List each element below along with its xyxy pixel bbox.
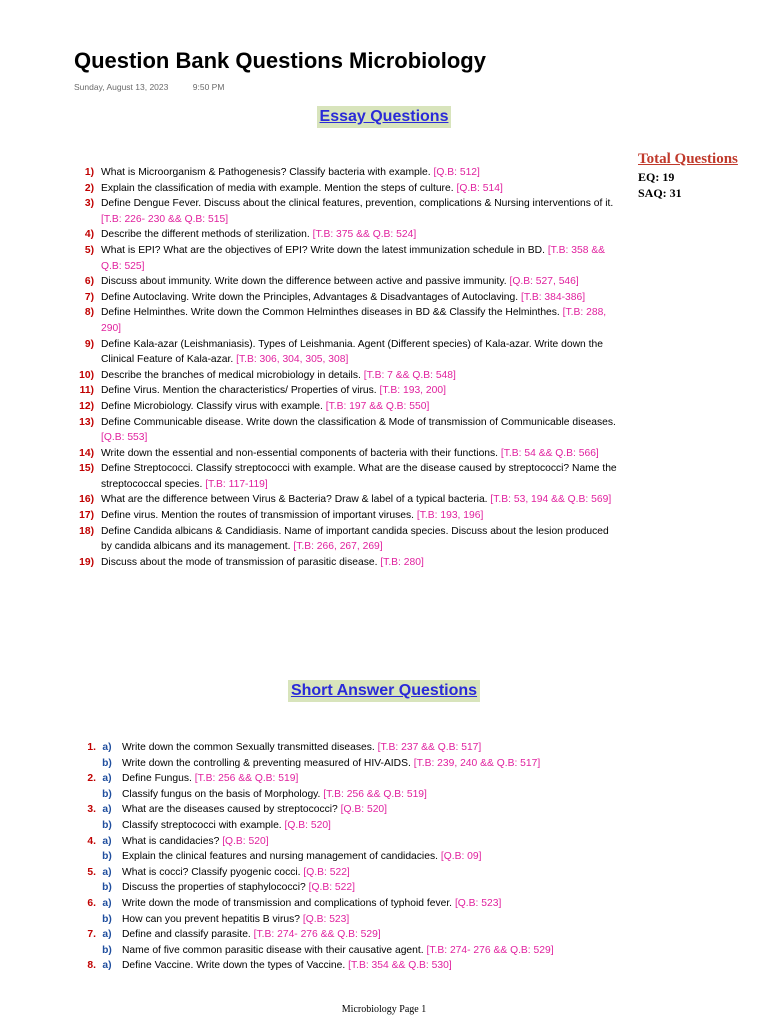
essay-question-reference: [Q.B: 527, 546] bbox=[509, 276, 579, 288]
saq-subquestion-letter: a) bbox=[102, 897, 112, 909]
saq-question-item bbox=[74, 771, 634, 802]
saq-question-number: 1. bbox=[87, 742, 96, 753]
essay-question-number: 12) bbox=[79, 400, 94, 412]
saq-question-number bbox=[74, 818, 96, 834]
saq-subquestion-body bbox=[122, 787, 427, 803]
saq-subquestion-body bbox=[122, 912, 349, 928]
essay-question-number: 6) bbox=[84, 276, 94, 288]
essay-question-number: 7) bbox=[84, 291, 94, 303]
saq-subquestion-body bbox=[122, 818, 331, 834]
essay-question-text: Define Virus. Mention the characteristics/ Properties of virus. bbox=[101, 385, 377, 397]
essay-question-item bbox=[74, 399, 622, 415]
saq-subquestion-letter: b) bbox=[102, 944, 112, 956]
saq-subquestion-text: Discuss the properties of staphylococci? bbox=[122, 882, 306, 894]
essay-question-item bbox=[74, 181, 622, 197]
saq-subquestion-body bbox=[122, 849, 481, 865]
saq-subquestion-reference: [T.B: 237 && Q.B: 517] bbox=[377, 742, 482, 753]
essay-question-text: Write down the essential and non-essential components of bacteria with their functions. bbox=[101, 447, 499, 459]
saq-subquestion-reference: [Q.B: 522] bbox=[308, 882, 355, 894]
saq-question-item bbox=[74, 958, 634, 974]
saq-subquestion-text: Define Vaccine. Write down the types of Vaccine. bbox=[122, 960, 346, 972]
essay-question-reference: [Q.B: 514] bbox=[456, 182, 503, 194]
saq-subquestion bbox=[74, 943, 634, 959]
essay-question-body bbox=[101, 368, 622, 384]
saq-heading-text: Short Answer Questions bbox=[288, 680, 480, 702]
saq-subquestion bbox=[74, 834, 634, 850]
saq-subquestion-reference: [Q.B: 520] bbox=[222, 835, 269, 847]
essay-question-number: 18) bbox=[79, 525, 94, 537]
page-datetime bbox=[74, 82, 224, 92]
essay-heading-text: Essay Questions bbox=[317, 106, 452, 128]
essay-question-number: 17) bbox=[79, 510, 94, 522]
essay-question-item bbox=[74, 524, 622, 555]
essay-question-body bbox=[101, 181, 622, 197]
essay-question-reference: [T.B: 375 && Q.B: 524] bbox=[312, 229, 417, 241]
saq-question-number bbox=[74, 787, 96, 803]
saq-question-number: 7. bbox=[87, 929, 96, 941]
essay-question-item bbox=[74, 415, 622, 446]
essay-question-reference: [T.B: 7 && Q.B: 548] bbox=[363, 369, 456, 381]
essay-question-item bbox=[74, 368, 622, 384]
essay-question-text: Explain the classification of media with example. Mention the steps of culture. bbox=[101, 182, 454, 194]
saq-subquestion-text: Explain the clinical features and nursing management of candidacies. bbox=[122, 851, 438, 863]
essay-question-text: Define Candida albicans & Candidiasis. Name of important candida species. Discuss about the lesion produced by candida albicans and its management. bbox=[101, 525, 609, 553]
saq-subquestion-body bbox=[122, 771, 298, 787]
essay-question-item bbox=[74, 461, 622, 492]
page-footer: Microbiology Page 1 bbox=[341, 1004, 427, 1015]
saq-subquestion-body bbox=[122, 740, 481, 756]
saq-question-number bbox=[74, 880, 96, 896]
saq-question-number: 8. bbox=[87, 960, 96, 972]
essay-question-number: 1) bbox=[84, 167, 94, 178]
essay-question-number: 14) bbox=[79, 447, 94, 459]
essay-question-text: Define Autoclaving. Write down the Principles, Advantages & Disadvantages of Autoclaving. bbox=[101, 291, 519, 303]
essay-question-item bbox=[74, 508, 622, 524]
essay-question-item bbox=[74, 196, 622, 227]
essay-question-number: 19) bbox=[79, 556, 94, 568]
saq-subquestion-letter: b) bbox=[102, 757, 112, 769]
saq-subquestion-reference: [Q.B: 522] bbox=[303, 866, 350, 878]
saq-subquestion-text: Define and classify parasite. bbox=[122, 929, 251, 941]
saq-subquestion-body bbox=[122, 865, 350, 881]
essay-question-number: 11) bbox=[79, 385, 94, 397]
saq-subquestion-reference: [T.B: 274- 276 && Q.B: 529] bbox=[426, 944, 554, 956]
saq-question-item bbox=[74, 740, 634, 771]
totals-heading: Total Questions bbox=[638, 151, 738, 167]
totals-saq: SAQ: 31 bbox=[638, 186, 682, 200]
saq-subquestion-reference: [Q.B: 520] bbox=[284, 819, 331, 831]
saq-question-item bbox=[74, 802, 634, 833]
saq-question-item bbox=[74, 865, 634, 896]
essay-question-text: Define Helminthes. Write down the Common Helminthes diseases in BD && Classify the Helminthes. bbox=[101, 307, 560, 319]
saq-subquestion-reference: [Q.B: 523] bbox=[302, 913, 350, 925]
saq-subquestion-letter: a) bbox=[102, 960, 112, 972]
essay-question-body bbox=[101, 165, 622, 181]
essay-question-body bbox=[101, 243, 622, 274]
essay-question-text: Define Kala-azar (Leishmaniasis). Types of Leishmania. Agent (Different species) of Kala-azar. Write down the Clinical Feature of Kala-azar. bbox=[101, 338, 603, 366]
saq-subquestion bbox=[74, 756, 634, 772]
essay-question-body bbox=[101, 227, 622, 243]
essay-question-text: What are the difference between Virus & Bacteria? Draw & label of a typical bacteria. bbox=[101, 494, 488, 506]
saq-subquestion-body bbox=[122, 927, 381, 943]
essay-question-number: 13) bbox=[79, 416, 94, 428]
essay-question-item bbox=[74, 337, 622, 368]
saq-subquestion-text: What is candidacies? bbox=[122, 835, 220, 847]
essay-question-reference: [T.B: 193, 200] bbox=[379, 385, 446, 397]
saq-question-number: 4. bbox=[87, 835, 96, 847]
saq-subquestion-reference: [Q.B: 523] bbox=[454, 897, 502, 909]
saq-subquestion-letter: a) bbox=[102, 866, 112, 878]
saq-subquestion-text: Define Fungus. bbox=[122, 773, 192, 785]
essay-question-item bbox=[74, 383, 622, 399]
essay-question-item bbox=[74, 492, 622, 508]
essay-question-body bbox=[101, 290, 622, 306]
saq-subquestion bbox=[74, 896, 634, 912]
essay-question-body bbox=[101, 492, 622, 508]
essay-question-item bbox=[74, 290, 622, 306]
saq-question-item bbox=[74, 927, 634, 958]
essay-question-number: 4) bbox=[84, 229, 94, 241]
saq-subquestion-letter: b) bbox=[102, 819, 112, 831]
saq-subquestion bbox=[74, 865, 634, 881]
saq-subquestion-text: What are the diseases caused by streptococci? bbox=[122, 804, 338, 816]
essay-question-item bbox=[74, 243, 622, 274]
essay-question-reference: [T.B: 54 && Q.B: 566] bbox=[500, 447, 599, 459]
saq-subquestion-letter: a) bbox=[102, 835, 112, 847]
saq-subquestion-text: Write down the mode of transmission and complications of typhoid fever. bbox=[122, 897, 453, 909]
essay-question-number: 3) bbox=[84, 198, 94, 210]
saq-question-item bbox=[74, 834, 634, 865]
essay-question-body bbox=[101, 399, 622, 415]
essay-question-body bbox=[101, 274, 622, 290]
essay-question-item bbox=[74, 165, 622, 181]
essay-question-text: Describe the different methods of sterilization. bbox=[101, 229, 310, 241]
essay-question-item bbox=[74, 555, 622, 571]
saq-subquestion-body bbox=[122, 802, 387, 818]
saq-question-number bbox=[74, 756, 96, 772]
saq-subquestion-reference: [Q.B: 09] bbox=[440, 851, 482, 863]
essay-section-heading bbox=[0, 106, 768, 128]
totals-eq: EQ: 19 bbox=[638, 170, 675, 184]
saq-subquestion bbox=[74, 740, 634, 756]
saq-subquestion-letter: a) bbox=[102, 773, 112, 785]
saq-subquestion-text: Classify streptococci with example. bbox=[122, 819, 282, 831]
essay-question-list bbox=[74, 165, 622, 570]
saq-subquestion bbox=[74, 802, 634, 818]
essay-question-body bbox=[101, 446, 622, 462]
saq-subquestion bbox=[74, 787, 634, 803]
saq-subquestion bbox=[74, 927, 634, 943]
saq-subquestion-reference: [Q.B: 520] bbox=[340, 804, 388, 816]
essay-question-number: 10) bbox=[79, 369, 94, 381]
essay-question-text: Discuss about immunity. Write down the difference between active and passive immunity. bbox=[101, 276, 507, 288]
saq-subquestion-body bbox=[122, 896, 501, 912]
saq-subquestion-body bbox=[122, 880, 355, 896]
essay-question-item bbox=[74, 446, 622, 462]
essay-question-body bbox=[101, 524, 622, 555]
saq-section-heading bbox=[0, 680, 768, 702]
saq-subquestion bbox=[74, 771, 634, 787]
saq-subquestion bbox=[74, 912, 634, 928]
saq-question-list bbox=[74, 740, 634, 974]
essay-question-text: What is EPI? What are the objectives of EPI? Write down the latest immunization schedule in BD. bbox=[101, 244, 545, 256]
essay-question-number: 9) bbox=[84, 338, 94, 350]
essay-question-reference: [T.B: 117-119] bbox=[205, 478, 268, 490]
essay-question-body bbox=[101, 461, 622, 492]
saq-subquestion-letter: a) bbox=[102, 804, 112, 816]
saq-subquestion bbox=[74, 818, 634, 834]
saq-subquestion-letter: b) bbox=[102, 913, 112, 925]
essay-question-text: Define Dengue Fever. Discuss about the clinical features, prevention, complications & Nursing interventions of it. bbox=[101, 198, 614, 210]
saq-question-item bbox=[74, 896, 634, 927]
saq-subquestion-text: Write down the controlling & preventing measured of HIV-AIDS. bbox=[122, 757, 411, 769]
essay-question-number: 5) bbox=[84, 244, 94, 256]
essay-question-body bbox=[101, 415, 622, 446]
saq-subquestion-text: How can you prevent hepatitis B virus? bbox=[122, 913, 300, 925]
saq-subquestion-letter: a) bbox=[102, 742, 112, 753]
essay-question-number: 15) bbox=[79, 463, 94, 475]
essay-question-reference: [T.B: 53, 194 && Q.B: 569] bbox=[490, 494, 612, 506]
totals-box bbox=[638, 150, 738, 201]
saq-subquestion-letter: a) bbox=[102, 929, 112, 941]
essay-question-item bbox=[74, 227, 622, 243]
saq-subquestion-body bbox=[122, 943, 554, 959]
essay-question-reference: [T.B: 288, 290] bbox=[101, 307, 607, 334]
saq-question-number: 3. bbox=[87, 804, 96, 816]
page-date: Sunday, August 13, 2023 bbox=[74, 82, 169, 92]
essay-question-text: Define Microbiology. Classify virus with example. bbox=[101, 400, 323, 412]
essay-question-reference: [T.B: 197 && Q.B: 550] bbox=[325, 400, 430, 412]
saq-subquestion-body bbox=[122, 958, 452, 974]
essay-question-reference: [T.B: 226- 230 && Q.B: 515] bbox=[101, 213, 229, 225]
saq-question-number: 2. bbox=[87, 773, 96, 785]
saq-question-number bbox=[74, 943, 96, 959]
saq-subquestion-letter: b) bbox=[102, 788, 112, 800]
essay-question-text: Define virus. Mention the routes of transmission of important viruses. bbox=[101, 510, 415, 522]
essay-question-item bbox=[74, 305, 622, 336]
essay-question-text: Discuss about the mode of transmission of parasitic disease. bbox=[101, 556, 378, 568]
essay-question-reference: [T.B: 193, 196] bbox=[416, 510, 484, 522]
saq-subquestion-text: What is cocci? Classify pyogenic cocci. bbox=[122, 866, 301, 878]
essay-question-body bbox=[101, 305, 622, 336]
saq-subquestion-reference: [T.B: 354 && Q.B: 530] bbox=[348, 960, 452, 972]
essay-question-reference: [Q.B: 512] bbox=[433, 167, 480, 178]
saq-subquestion bbox=[74, 880, 634, 896]
essay-question-number: 8) bbox=[84, 307, 94, 319]
essay-question-reference: [T.B: 306, 304, 305, 308] bbox=[236, 354, 349, 366]
saq-subquestion-body bbox=[122, 834, 269, 850]
essay-question-text: Define Communicable disease. Write down the classification & Mode of transmission of Communicable diseases. bbox=[101, 416, 616, 428]
essay-question-number: 16) bbox=[79, 494, 94, 506]
essay-question-reference: [T.B: 358 && Q.B: 525] bbox=[101, 244, 606, 272]
saq-subquestion-reference: [T.B: 256 && Q.B: 519] bbox=[194, 773, 299, 785]
saq-subquestion bbox=[74, 849, 634, 865]
saq-subquestion-reference: [T.B: 274- 276 && Q.B: 529] bbox=[253, 929, 381, 941]
essay-question-number: 2) bbox=[84, 182, 94, 194]
saq-question-number bbox=[74, 849, 96, 865]
saq-question-number: 5. bbox=[87, 866, 96, 878]
essay-question-text: What is Microorganism & Pathogenesis? Classify bacteria with example. bbox=[101, 167, 431, 178]
page-time: 9:50 PM bbox=[192, 82, 225, 92]
saq-subquestion bbox=[74, 958, 634, 974]
saq-subquestion-reference: [T.B: 239, 240 && Q.B: 517] bbox=[413, 757, 541, 769]
essay-question-body bbox=[101, 337, 622, 368]
saq-subquestion-body bbox=[122, 756, 540, 772]
saq-subquestion-text: Classify fungus on the basis of Morphology. bbox=[122, 788, 321, 800]
page-title: Question Bank Questions Microbiology bbox=[74, 48, 486, 73]
essay-question-reference: [T.B: 384-386] bbox=[520, 291, 586, 303]
essay-question-body bbox=[101, 196, 622, 227]
saq-question-number bbox=[74, 912, 96, 928]
essay-question-item bbox=[74, 274, 622, 290]
essay-question-text: Define Streptococci. Classify streptococci with example. What are the disease caused by streptococci? Name the streptococcal species. bbox=[101, 463, 617, 490]
saq-question-number: 6. bbox=[87, 897, 96, 909]
essay-question-reference: [T.B: 266, 267, 269] bbox=[293, 541, 383, 553]
saq-subquestion-letter: b) bbox=[102, 882, 112, 894]
essay-question-reference: [Q.B: 553] bbox=[101, 432, 148, 444]
essay-question-body bbox=[101, 555, 622, 571]
essay-question-body bbox=[101, 508, 622, 524]
saq-subquestion-text: Write down the common Sexually transmitted diseases. bbox=[122, 742, 375, 753]
essay-question-text: Describe the branches of medical microbiology in details. bbox=[101, 369, 361, 381]
saq-subquestion-letter: b) bbox=[102, 851, 112, 863]
essay-question-reference: [T.B: 280] bbox=[380, 556, 424, 568]
saq-subquestion-text: Name of five common parasitic disease with their causative agent. bbox=[122, 944, 424, 956]
saq-subquestion-reference: [T.B: 256 && Q.B: 519] bbox=[323, 788, 427, 800]
essay-question-body bbox=[101, 383, 622, 399]
